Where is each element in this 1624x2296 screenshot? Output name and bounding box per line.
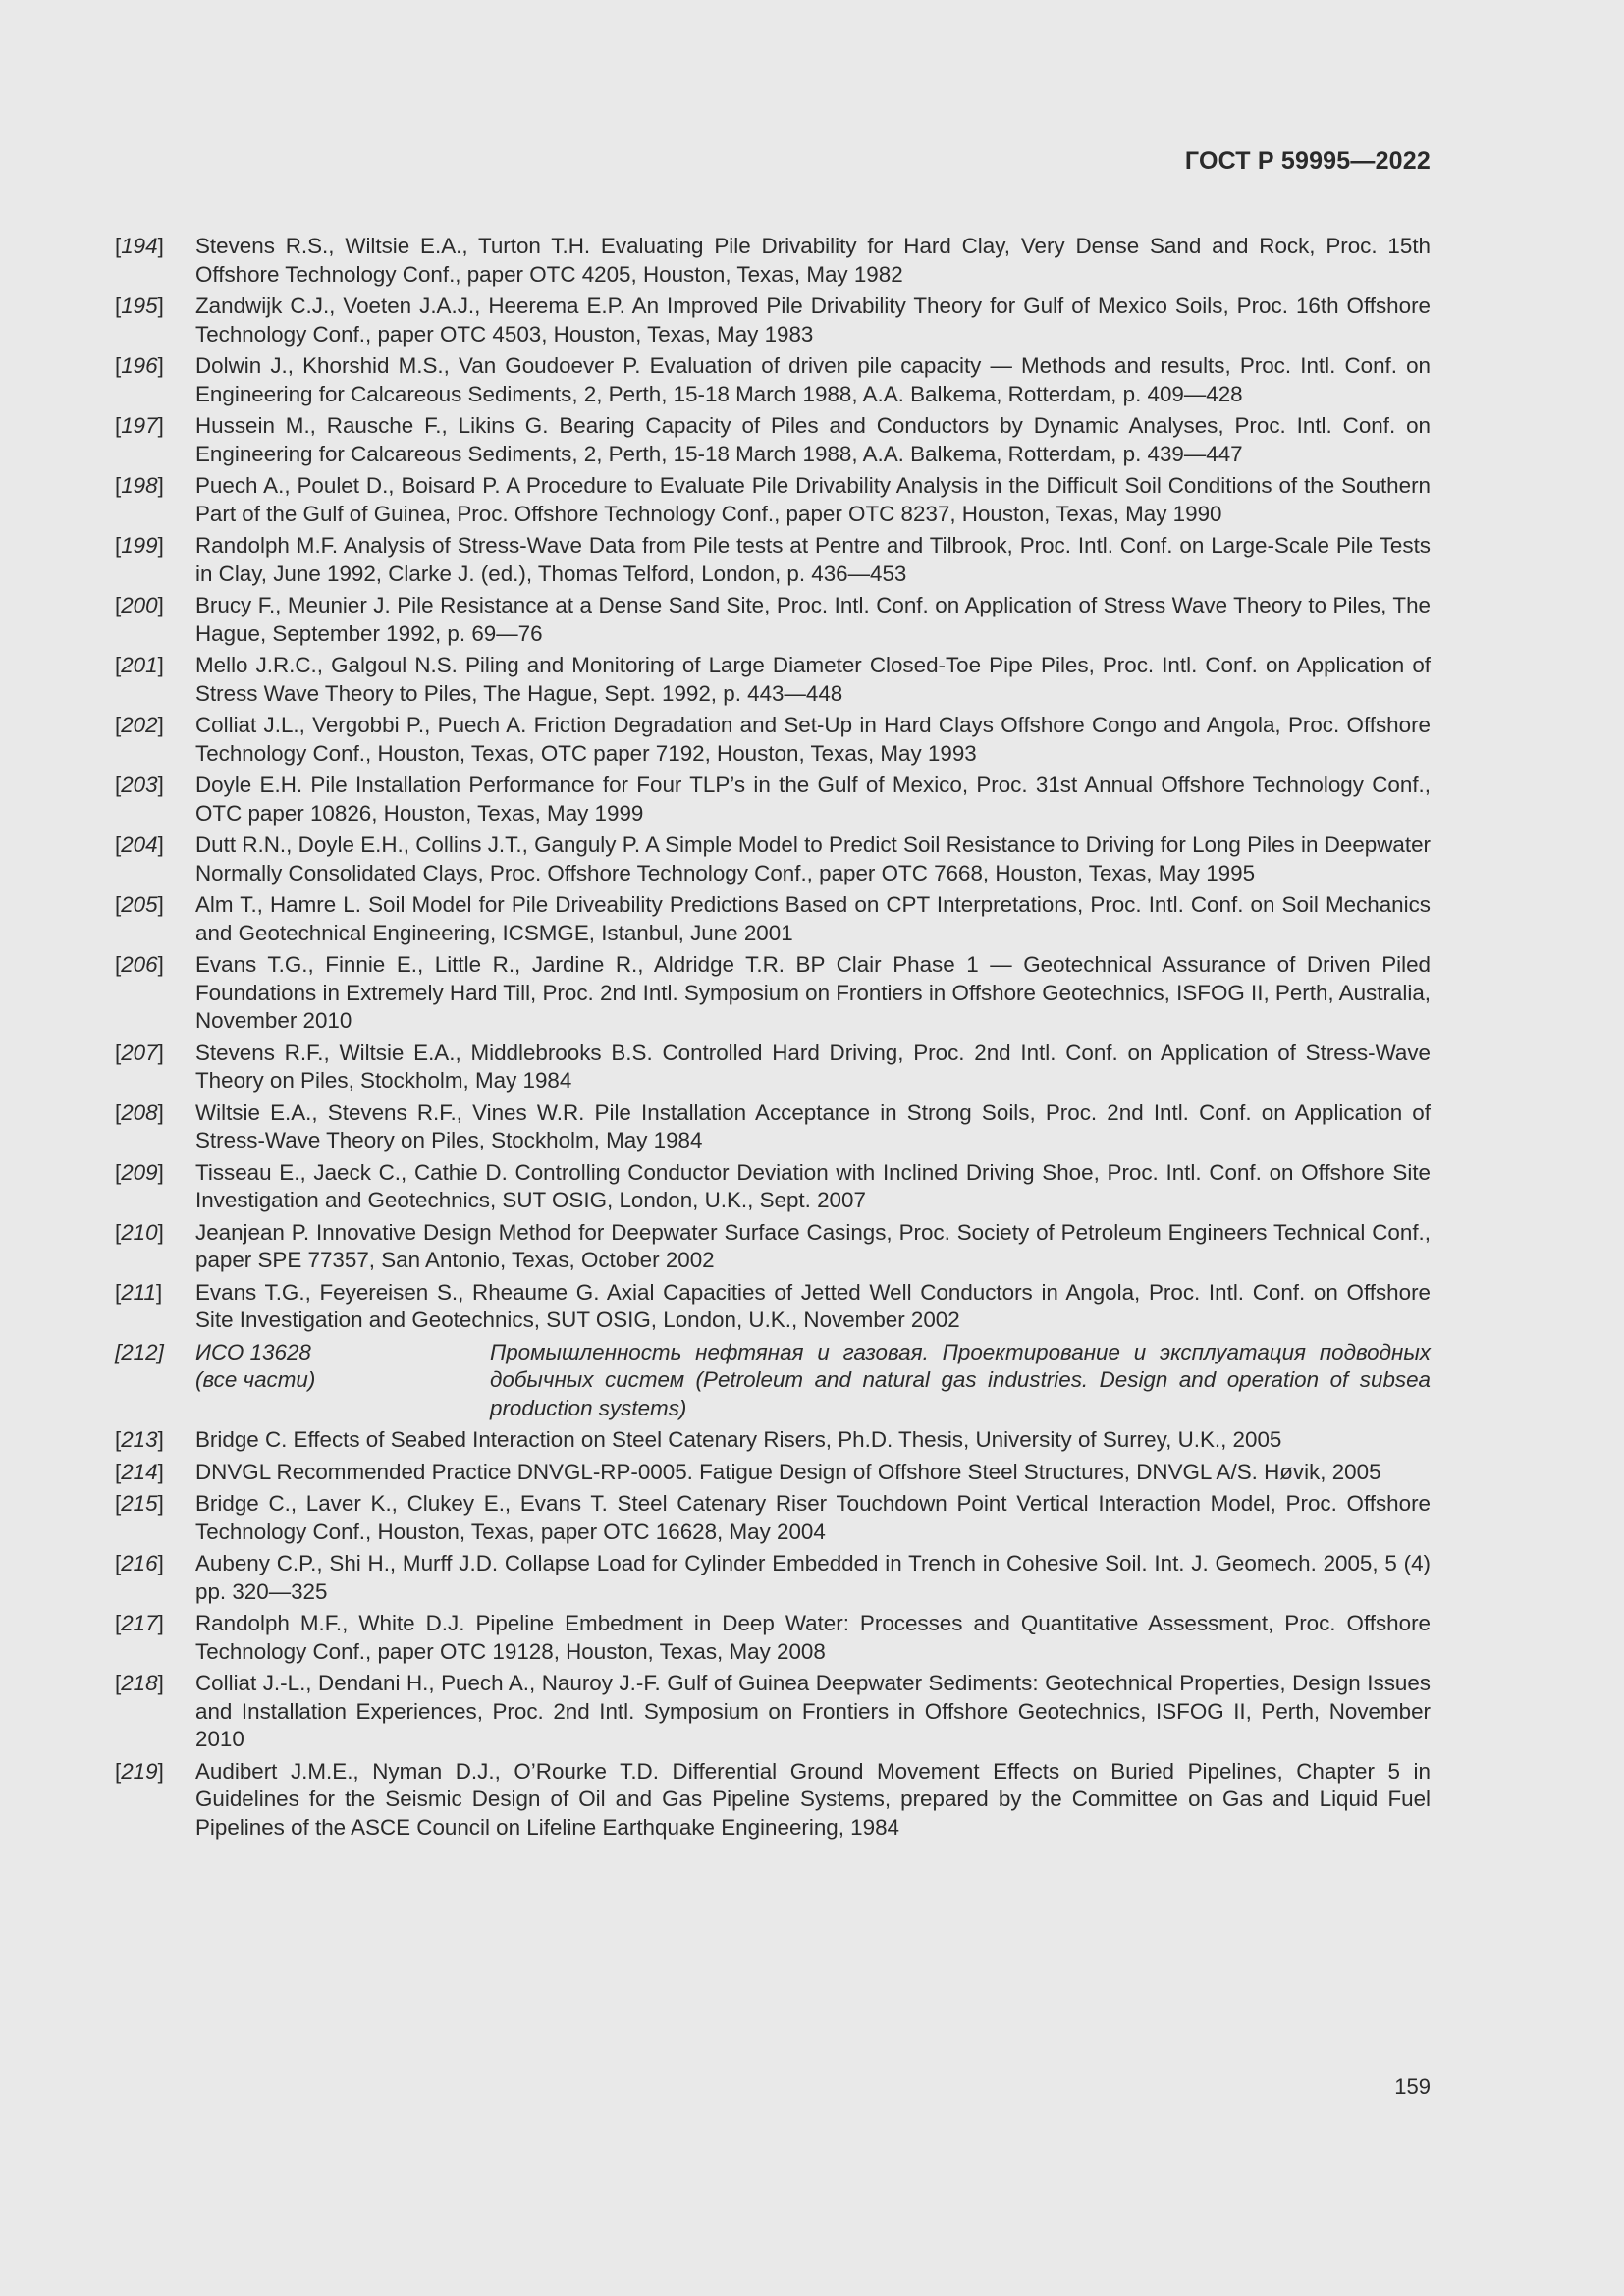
bibliography-entry	[115, 1459, 1431, 1487]
ref-number: [212]	[115, 1339, 164, 1364]
ref-number: [216]	[115, 1551, 164, 1575]
bibliography-entry	[115, 772, 1431, 828]
bibliography-entry	[115, 1670, 1431, 1754]
ref-number: [209]	[115, 1159, 164, 1185]
bibliography-entry	[115, 412, 1431, 468]
bibliography-entry	[115, 472, 1431, 528]
ref-number: [211]	[115, 1279, 163, 1305]
ref-text: Jeanjean P. Innovative Design Method for Deepwater Surface Casings, Proc. Society of Petroleum Engineers Technical Conf., paper SPE 77357, San Antonio, Texas, October 2002	[195, 1219, 1431, 1272]
ref-text: Hussein M., Rausche F., Likins G. Bearing Capacity of Piles and Conductors by Dynamic Analyses, Proc. Intl. Conf. on Engineering for Calcareous Sediments, 2, Perth, 15-18 March 1988, A.A. Balkema, Rotterdam, p. 439—447	[195, 413, 1431, 466]
bibliography-entry	[115, 1610, 1431, 1666]
ref-text: Aubeny C.P., Shi H., Murff J.D. Collapse Load for Cylinder Embedded in Trench in Cohesive Soil. Int. J. Geomech. 2005, 5 (4) pp. 320—325	[195, 1551, 1431, 1604]
ref-text: Doyle E.H. Pile Installation Performance for Four TLP’s in the Gulf of Mexico, Proc. 31st Annual Offshore Technology Conf., OTC paper 10826, Houston, Texas, May 1999	[195, 773, 1431, 826]
bibliography-entry	[115, 652, 1431, 708]
ref-number: [213]	[115, 1427, 164, 1452]
ref-text: Evans T.G., Feyereisen S., Rheaume G. Axial Capacities of Jetted Well Conductors in Angola, Proc. Intl. Conf. on Offshore Site Investigation and Geotechnics, SUT OSIG, London, U.K., November 2002	[195, 1279, 1431, 1332]
ref-text: Wiltsie E.A., Stevens R.F., Vines W.R. Pile Installation Acceptance in Strong Soils, Proc. 2nd Intl. Conf. on Application of Stress-Wave Theory on Piles, Stockholm, May 1984	[195, 1099, 1431, 1152]
ref-number: [217]	[115, 1611, 164, 1635]
ref-text: Colliat J.-L., Dendani H., Puech A., Nauroy J.-F. Gulf of Guinea Deepwater Sediments: Geotechnical Properties, Design Issues and Installation Experiences, Proc. 2nd Intl. Symposium on Frontiers in Offshore Geotechnics, ISFOG II, Perth, November 2010	[195, 1671, 1431, 1751]
ref-number: [197]	[115, 413, 164, 438]
ref-text: Audibert J.M.E., Nyman D.J., O’Rourke T.D. Differential Ground Movement Effects on Buried Pipelines, Chapter 5 in Guidelines for the Seismic Design of Oil and Gas Pipeline Systems, prepared by the Committee on Gas and Liquid Fuel Pipelines of the ASCE Council on Lifeline Earthquake Engineering, 1984	[195, 1758, 1431, 1840]
bibliography-entry	[115, 1426, 1431, 1455]
ref-text: DNVGL Recommended Practice DNVGL-RP-0005. Fatigue Design of Offshore Steel Structures, DNVGL A/S. Høvik, 2005	[195, 1459, 1381, 1484]
ref-number: [200]	[115, 593, 164, 617]
ref-text: Tisseau E., Jaeck C., Cathie D. Controlling Conductor Deviation with Inclined Driving Shoe, Proc. Intl. Conf. on Offshore Site Investigation and Geotechnics, SUT OSIG, London, U.K., Sept. 2007	[195, 1159, 1431, 1212]
ref-text: Zandwijk C.J., Voeten J.A.J., Heerema E.P. An Improved Pile Drivability Theory for Gulf of Mexico Soils, Proc. 16th Offshore Technology Conf., paper OTC 4503, Houston, Texas, May 1983	[195, 294, 1431, 347]
ref-text: Randolph M.F. Analysis of Stress-Wave Data from Pile tests at Pentre and Tilbrook, Proc. Intl. Conf. on Large-Scale Pile Tests in Clay, June 1992, Clarke J. (ed.), Thomas Telford, London, p. 436—453	[195, 533, 1431, 586]
ref-number: [207]	[115, 1040, 164, 1065]
bibliography-entry-standard	[115, 1339, 1431, 1423]
standard-title: Промышленность нефтяная и газовая. Проектирование и эксплуатация подводных добычных систем (Petroleum and natural gas industries. Design and operation of subsea production systems)	[490, 1339, 1431, 1420]
ref-text: Dutt R.N., Doyle E.H., Collins J.T., Ganguly P. A Simple Model to Predict Soil Resistance to Driving for Long Piles in Deepwater Normally Consolidated Clays, Proc. Offshore Technology Conf., paper OTC 7668, Houston, Texas, May 1995	[195, 832, 1431, 885]
ref-number: [201]	[115, 653, 164, 677]
ref-number: [218]	[115, 1671, 164, 1695]
bibliography-entry	[115, 951, 1431, 1036]
bibliography-entry	[115, 1159, 1431, 1215]
bibliography-list	[115, 233, 1431, 1845]
bibliography-entry	[115, 352, 1431, 408]
ref-number: [208]	[115, 1099, 164, 1125]
ref-number: [196]	[115, 353, 164, 378]
ref-number: [215]	[115, 1491, 164, 1516]
ref-text: Colliat J.L., Vergobbi P., Puech A. Friction Degradation and Set-Up in Hard Clays Offshore Congo and Angola, Proc. Offshore Technology Conf., Houston, Texas, OTC paper 7192, Houston, Texas, May 1993	[195, 713, 1431, 766]
ref-number: [210]	[115, 1219, 164, 1245]
bibliography-entry	[115, 1279, 1431, 1335]
ref-text: Stevens R.S., Wiltsie E.A., Turton T.H. Evaluating Pile Drivability for Hard Clay, Very Dense Sand and Rock, Proc. 15th Offshore Technology Conf., paper OTC 4205, Houston, Texas, May 1982	[195, 234, 1431, 287]
ref-text: Brucy F., Meunier J. Pile Resistance at a Dense Sand Site, Proc. Intl. Conf. on Application of Stress Wave Theory to Piles, The Hague, September 1992, p. 69—76	[195, 593, 1431, 646]
ref-number: [219]	[115, 1758, 164, 1784]
ref-text: Bridge C., Laver K., Clukey E., Evans T. Steel Catenary Riser Touchdown Point Vertical Interaction Model, Proc. Offshore Technology Conf., Houston, Texas, paper OTC 16628, May 2004	[195, 1491, 1431, 1544]
ref-text: Evans T.G., Finnie E., Little R., Jardine R., Aldridge T.R. BP Clair Phase 1 — Geotechnical Assurance of Driven Piled Foundations in Extremely Hard Till, Proc. 2nd Intl. Symposium on Frontiers in Offshore Geotechnics, ISFOG II, Perth, Australia, November 2010	[195, 952, 1431, 1033]
bibliography-entry	[115, 532, 1431, 588]
bibliography-entry	[115, 891, 1431, 947]
ref-number: [204]	[115, 832, 164, 857]
ref-number: [205]	[115, 892, 164, 917]
ref-text: Mello J.R.C., Galgoul N.S. Piling and Monitoring of Large Diameter Closed-Toe Pipe Piles, Proc. Intl. Conf. on Application of Stress Wave Theory to Piles, The Hague, Sept. 1992, p. 443—448	[195, 653, 1431, 706]
ref-number: [198]	[115, 473, 164, 498]
bibliography-entry	[115, 1550, 1431, 1606]
bibliography-entry	[115, 1040, 1431, 1095]
bibliography-entry	[115, 1758, 1431, 1842]
bibliography-entry	[115, 1099, 1431, 1155]
standard-header: ГОСТ Р 59995—2022	[1184, 147, 1431, 175]
bibliography-entry	[115, 592, 1431, 648]
page-number: 159	[1394, 2074, 1431, 2099]
ref-text: Randolph M.F., White D.J. Pipeline Embedment in Deep Water: Processes and Quantitative Assessment, Proc. Offshore Technology Conf., paper OTC 19128, Houston, Texas, May 2008	[195, 1611, 1431, 1664]
bibliography-entry	[115, 233, 1431, 289]
bibliography-entry	[115, 1219, 1431, 1275]
ref-text: Puech A., Poulet D., Boisard P. A Procedure to Evaluate Pile Drivability Analysis in the Difficult Soil Conditions of the Southern Part of the Gulf of Guinea, Proc. Offshore Technology Conf., paper OTC 8237, Houston, Texas, May 1990	[195, 473, 1431, 526]
bibliography-entry	[115, 831, 1431, 887]
ref-text: Alm T., Hamre L. Soil Model for Pile Driveability Predictions Based on CPT Interpretations, Proc. Intl. Conf. on Soil Mechanics and Geotechnical Engineering, ICSMGE, Istanbul, June 2001	[195, 892, 1431, 945]
standard-code: ИСО 13628 (все части)	[195, 1339, 316, 1392]
bibliography-entry	[115, 1490, 1431, 1546]
ref-number: [206]	[115, 952, 164, 977]
bibliography-entry	[115, 712, 1431, 768]
ref-text: Bridge C. Effects of Seabed Interaction on Steel Catenary Risers, Ph.D. Thesis, University of Surrey, U.K., 2005	[195, 1427, 1282, 1452]
ref-number: [214]	[115, 1459, 164, 1484]
ref-text: Dolwin J., Khorshid M.S., Van Goudoever P. Evaluation of driven pile capacity — Methods and results, Proc. Intl. Conf. on Engineering for Calcareous Sediments, 2, Perth, 15-18 March 1988, A.A. Balkema, Rotterdam, p. 409—428	[195, 353, 1431, 406]
ref-text: Stevens R.F., Wiltsie E.A., Middlebrooks B.S. Controlled Hard Driving, Proc. 2nd Intl. Conf. on Application of Stress-Wave Theory on Piles, Stockholm, May 1984	[195, 1040, 1431, 1093]
ref-number: [202]	[115, 713, 164, 737]
ref-number: [194]	[115, 234, 164, 258]
ref-number: [199]	[115, 533, 164, 558]
bibliography-entry	[115, 293, 1431, 348]
ref-number: [195]	[115, 294, 164, 318]
ref-number: [203]	[115, 773, 164, 797]
